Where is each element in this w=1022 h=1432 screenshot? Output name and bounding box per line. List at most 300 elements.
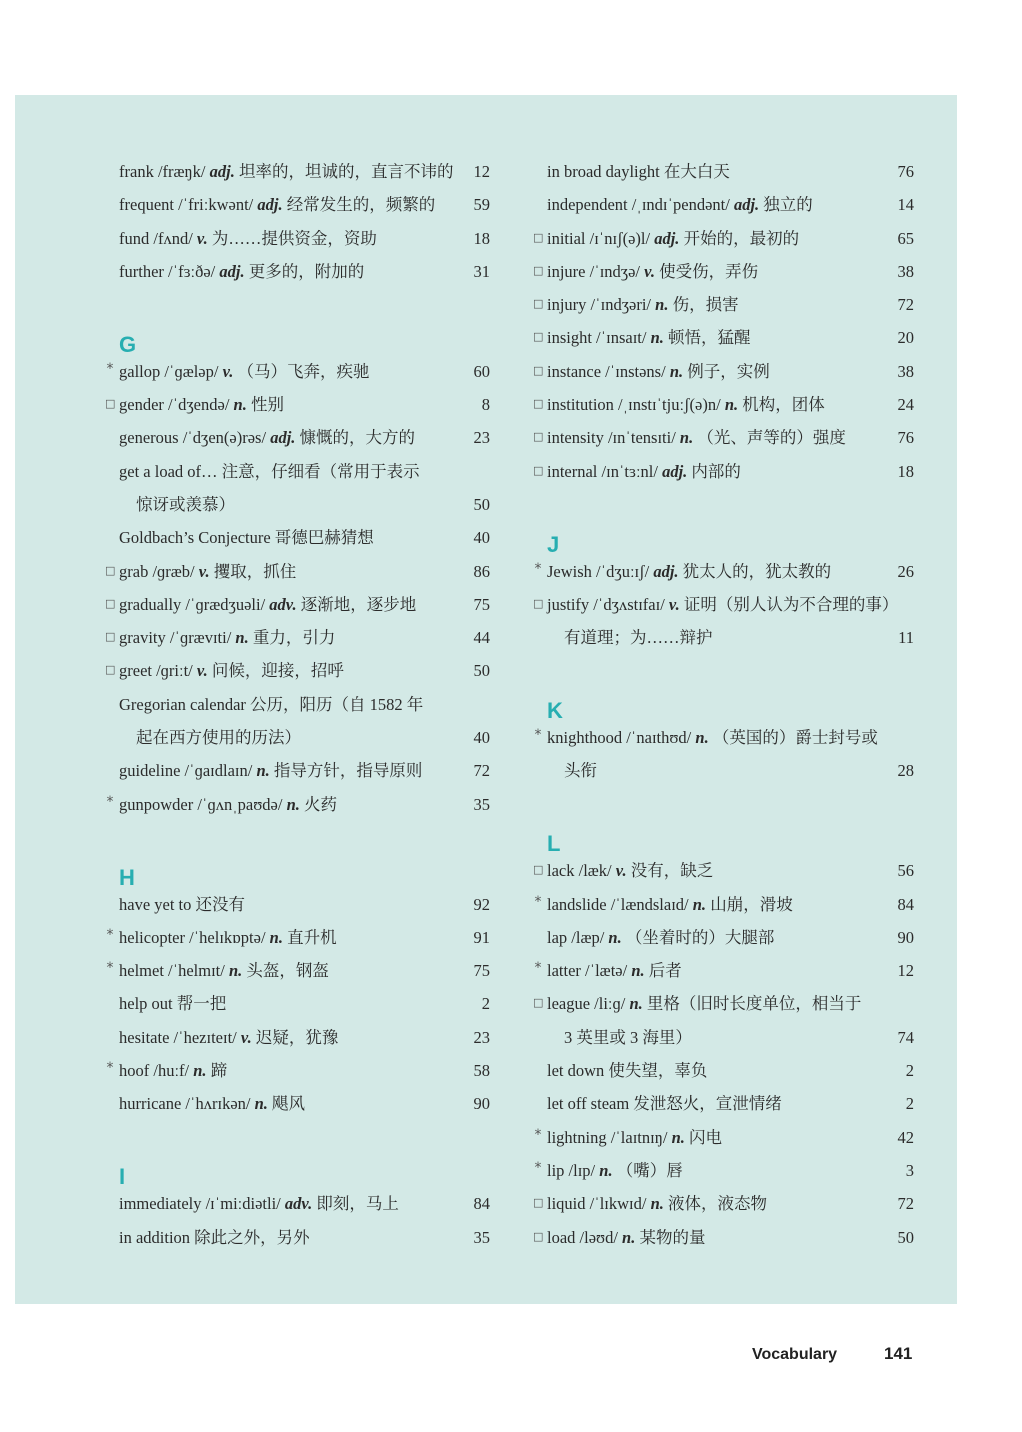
entry-page-number: 26 [897, 561, 914, 581]
entry-part-of-speech: v. [615, 861, 627, 881]
entry-text [119, 161, 453, 183]
entry-definition: 问候，迎接，招呼 [211, 661, 344, 681]
star-icon: * [534, 727, 542, 744]
vocab-entry [105, 1055, 490, 1088]
entry-part-of-speech: adv. [269, 594, 297, 614]
vocab-entry [105, 422, 490, 455]
vocab-entry [105, 156, 490, 189]
entry-definition: 内部的 [691, 461, 741, 481]
square-bullet-icon: □ [533, 363, 544, 377]
entry-word: helmet /ˈhelmɪt/ [119, 961, 225, 981]
entry-part-of-speech: v. [222, 361, 234, 381]
entry-word: let off steam [547, 1094, 630, 1114]
entry-page-number: 72 [473, 761, 490, 781]
entry-word: lip /lɪp/ [547, 1160, 596, 1180]
entry-part-of-speech: adj. [270, 428, 296, 448]
entry-word: institution /ˌɪnstɪˈtjuːʃ(ə)n/ [547, 395, 721, 415]
entry-word: frank /fræŋk/ [119, 162, 206, 181]
entry-part-of-speech: n. [631, 961, 645, 981]
entry-page-number: 35 [473, 1227, 490, 1247]
square-bullet-icon: □ [533, 430, 544, 444]
vocab-entry [533, 223, 914, 256]
vocab-entry [105, 522, 490, 555]
entry-text [119, 228, 377, 250]
entry-page-number: 35 [473, 794, 490, 814]
square-bullet-icon: □ [105, 397, 116, 411]
square-bullet-icon: □ [105, 663, 116, 677]
vocab-entry [105, 256, 490, 289]
entry-text [119, 1193, 399, 1215]
entry-page-number: 56 [897, 861, 914, 881]
entry-text [119, 760, 422, 782]
entry-part-of-speech: adj. [733, 195, 760, 215]
entry-page-number: 18 [897, 461, 914, 481]
entry-part-of-speech: adj. [654, 228, 680, 248]
square-bullet-icon: □ [533, 596, 544, 610]
vocab-entry [533, 1088, 914, 1121]
square-bullet-icon: □ [533, 263, 544, 277]
vocab-entry [533, 1188, 914, 1221]
section-letter: G [119, 331, 137, 357]
entry-page-number: 75 [473, 961, 490, 981]
entry-word: hurricane /ˈhʌrɪkən/ [119, 1094, 251, 1114]
continuation-text: 头衔 [564, 761, 597, 781]
entry-page-number: 28 [897, 761, 914, 781]
square-bullet-icon: □ [533, 230, 544, 244]
entry-part-of-speech: v. [240, 1027, 252, 1047]
entry-part-of-speech: n. [256, 761, 270, 781]
section-letter: L [547, 831, 561, 857]
square-bullet-icon: □ [105, 563, 116, 577]
entry-word: internal /ɪnˈtɜːnl/ [547, 461, 658, 481]
entry-page-number: 12 [897, 961, 914, 981]
entry-text [547, 727, 878, 749]
entry-text [119, 794, 337, 816]
entry-definition: 重力，引力 [252, 628, 336, 648]
vocab-entry [533, 322, 914, 355]
entry-definition: 头盔，钢盔 [246, 961, 329, 981]
entry-definition: 帮一把 [176, 994, 227, 1014]
vocab-entry [533, 156, 914, 189]
entry-definition: 除此之外，另外 [194, 1227, 310, 1247]
entry-text [547, 461, 741, 483]
entry-definition: 证明（别人认为不合理的事） [683, 594, 899, 614]
vocab-entry [533, 256, 914, 289]
entry-word: gunpowder /ˈɡʌnˌpaʊdə/ [119, 794, 283, 814]
entry-page-number: 20 [897, 328, 914, 348]
entry-text [547, 361, 770, 383]
continuation-text: 起在西方使用的历法） [136, 728, 301, 748]
entry-definition: （坐着时的）大腿部 [625, 927, 775, 947]
vocabulary-column-right [533, 156, 914, 1255]
entry-text [547, 594, 898, 616]
entry-page-number: 65 [897, 228, 914, 248]
entry-word: independent /ˌɪndɪˈpendənt/ [547, 195, 730, 215]
vocab-entry [533, 456, 914, 489]
entry-text [547, 1227, 705, 1249]
entry-definition: 性别 [250, 395, 284, 415]
entry-page-number: 24 [897, 395, 914, 415]
entry-page-number: 40 [473, 528, 490, 548]
entry-page-number: 74 [897, 1027, 914, 1047]
entry-definition: 在大白天 [663, 162, 730, 181]
vocab-entry [533, 389, 914, 422]
entry-continuation [533, 1022, 914, 1055]
vocab-entry [105, 922, 490, 955]
section-gap [105, 1122, 490, 1155]
entry-page-number: 84 [897, 894, 914, 914]
entry-page-number: 38 [897, 261, 914, 281]
entry-part-of-speech: n. [695, 728, 709, 748]
entry-text [547, 1127, 722, 1149]
entry-part-of-speech: v. [198, 561, 210, 581]
entry-definition: 发泄怒火，宣泄情绪 [633, 1094, 782, 1114]
entry-text [119, 261, 364, 283]
vocab-entry [533, 889, 914, 922]
entry-definition: 公历，阳历（自 1582 年 [250, 694, 424, 714]
entry-word: immediately /ɪˈmiːdiətli/ [119, 1194, 281, 1214]
entry-text [547, 1193, 767, 1215]
entry-continuation [105, 489, 490, 522]
vocab-entry [533, 289, 914, 322]
entry-definition: 伤，损害 [672, 295, 739, 315]
entry-part-of-speech: n. [692, 894, 707, 914]
entry-definition: 即刻，马上 [316, 1194, 399, 1214]
vocab-entry [533, 589, 914, 622]
vocab-entry [105, 1188, 490, 1221]
entry-text [119, 660, 344, 682]
vocab-entry [533, 1122, 914, 1155]
section-gap [533, 655, 914, 688]
entry-page-number: 2 [905, 1094, 914, 1114]
entry-word: gender /ˈdʒendə/ [119, 395, 230, 415]
entry-text [119, 694, 423, 716]
entry-page-number: 75 [473, 594, 490, 614]
entry-text [547, 1160, 683, 1182]
section-letter: H [119, 864, 135, 890]
vocab-entry [105, 1022, 490, 1055]
entry-definition: 独立的 [763, 195, 813, 215]
vocab-entry [533, 1222, 914, 1255]
entry-word: intensity /ɪnˈtensɪti/ [547, 428, 676, 448]
entry-part-of-speech: n. [650, 1194, 664, 1214]
entry-page-number: 90 [897, 927, 914, 947]
entry-word: helicopter /ˈhelɪkɒptə/ [119, 927, 266, 947]
entry-page-number: 58 [473, 1061, 490, 1081]
entry-page-number: 14 [897, 195, 914, 215]
vocab-entry [533, 422, 914, 455]
entry-definition: 直升机 [287, 927, 337, 947]
entry-page-number: 8 [481, 395, 490, 415]
section-heading [105, 322, 490, 355]
entry-text [547, 993, 861, 1015]
entry-word: Goldbach’s Conjecture [119, 528, 271, 548]
star-icon: * [534, 1126, 542, 1143]
entry-page-number: 72 [897, 295, 914, 315]
star-icon: * [534, 960, 542, 977]
entry-text [547, 194, 813, 216]
entry-word: in addition [119, 1227, 191, 1247]
vocabulary-column-left [105, 156, 490, 1255]
vocab-entry [533, 922, 914, 955]
entry-page-number: 72 [897, 1194, 914, 1214]
entry-part-of-speech: adj. [209, 162, 235, 181]
entry-word: Gregorian calendar [119, 694, 246, 714]
entry-text [547, 1093, 782, 1115]
page-number: 141 [884, 1344, 913, 1363]
entry-word: injure /ˈɪndʒə/ [547, 261, 641, 281]
vocab-entry [105, 189, 490, 222]
entry-definition: （马）飞奔，疾驰 [237, 361, 370, 381]
entry-definition: 还没有 [195, 894, 246, 914]
entry-page-number: 42 [897, 1127, 914, 1147]
entry-word: Jewish /ˈdʒuːɪʃ/ [547, 561, 650, 581]
entry-text [547, 894, 793, 916]
entry-part-of-speech: adj. [662, 461, 688, 481]
entry-word: hoof /huːf/ [119, 1061, 190, 1081]
vocab-entry [105, 223, 490, 256]
section-gap [105, 289, 490, 322]
entry-word: have yet to [119, 894, 192, 914]
section-gap [533, 789, 914, 822]
entry-word: get a load of… [119, 461, 218, 481]
entry-definition: 蹄 [210, 1061, 228, 1081]
entry-definition: 坦率的，坦诚的，直言不讳的 [238, 162, 454, 181]
vocab-entry [533, 722, 914, 755]
vocab-entry [533, 1155, 914, 1188]
entry-page-number: 91 [473, 927, 490, 947]
star-icon: * [534, 893, 542, 910]
entry-part-of-speech: n. [228, 961, 243, 981]
entry-definition: 闪电 [689, 1127, 723, 1147]
entry-definition: 使受伤，弄伤 [659, 261, 759, 281]
star-icon: * [534, 1159, 542, 1176]
entry-part-of-speech: n. [233, 395, 247, 415]
vocab-entry [105, 389, 490, 422]
entry-word: gravity /ˈɡrævɪti/ [119, 628, 232, 648]
entry-definition: 更多的，附加的 [248, 261, 365, 281]
entry-page-number: 92 [473, 894, 490, 914]
entry-part-of-speech: n. [269, 927, 283, 947]
vocab-entry [105, 789, 490, 822]
entry-text [119, 361, 370, 383]
entry-page-number: 60 [473, 361, 490, 381]
entry-text [119, 1227, 310, 1249]
entry-page-number: 3 [905, 1160, 914, 1180]
section-gap [533, 489, 914, 522]
entry-definition: 使失望，辜负 [608, 1061, 708, 1081]
entry-part-of-speech: n. [650, 328, 664, 348]
section-heading [105, 1155, 490, 1188]
entry-word: knighthood /ˈnaɪthʊd/ [547, 728, 692, 748]
entry-text [547, 261, 758, 283]
section-letter: I [119, 1164, 126, 1190]
entry-page-number: 76 [897, 162, 914, 181]
entry-text [547, 960, 682, 982]
vocab-entry [105, 456, 490, 489]
entry-text [547, 394, 825, 416]
vocab-entry [105, 755, 490, 788]
entry-page-number: 50 [473, 494, 490, 514]
vocab-entry [105, 622, 490, 655]
entry-text [547, 1060, 707, 1082]
vocab-entry [105, 356, 490, 389]
entry-text [547, 228, 799, 250]
vocab-entry [105, 988, 490, 1021]
square-bullet-icon: □ [533, 1229, 544, 1243]
entry-page-number: 50 [897, 1227, 914, 1247]
square-bullet-icon: □ [533, 1196, 544, 1210]
entry-word: further /ˈfɜːðə/ [119, 261, 216, 281]
entry-word: insight /ˈɪnsaɪt/ [547, 328, 647, 348]
entry-word: help out [119, 994, 173, 1014]
section-gap [105, 822, 490, 855]
entry-word: greet /ɡriːt/ [119, 661, 193, 681]
vocab-entry [533, 189, 914, 222]
star-icon: * [106, 1060, 114, 1077]
entry-definition: 例子，实例 [687, 361, 770, 381]
entry-definition: （光、声等的）强度 [697, 428, 846, 448]
entry-definition: （英国的）爵士封号或 [712, 728, 878, 748]
entry-part-of-speech: n. [724, 395, 739, 415]
entry-definition: 火药 [304, 794, 338, 814]
entry-definition: 没有，缺乏 [630, 861, 714, 881]
entry-text [547, 327, 751, 349]
entry-part-of-speech: adj. [257, 195, 283, 215]
entry-text [119, 194, 435, 216]
entry-part-of-speech: n. [671, 1127, 685, 1147]
entry-definition: 飓风 [272, 1094, 306, 1114]
entry-word: latter /ˈlætə/ [547, 961, 628, 981]
section-heading [533, 522, 914, 555]
square-bullet-icon: □ [105, 596, 116, 610]
star-icon: * [106, 793, 114, 810]
section-heading [533, 689, 914, 722]
entry-word: gradually /ˈɡrædʒuəli/ [119, 594, 266, 614]
vocab-entry [105, 955, 490, 988]
square-bullet-icon: □ [533, 397, 544, 411]
entry-word: grab /ɡræb/ [119, 561, 195, 581]
entry-word: justify /ˈdʒʌstɪfaɪ/ [547, 594, 665, 614]
entry-text [119, 960, 329, 982]
entry-word: let down [547, 1061, 605, 1081]
entry-part-of-speech: adj. [653, 561, 679, 581]
entry-definition: 机构，团体 [742, 395, 825, 415]
entry-definition: 指导方针，指导原则 [273, 761, 423, 781]
entry-text [119, 993, 226, 1015]
entry-part-of-speech: v. [196, 661, 208, 681]
entry-definition: 迟疑，犹豫 [255, 1027, 339, 1047]
vocab-entry [105, 1088, 490, 1121]
entry-definition: 山崩，滑坡 [710, 894, 793, 914]
entry-part-of-speech: n. [286, 794, 300, 814]
entry-part-of-speech: n. [235, 628, 249, 648]
entry-part-of-speech: n. [599, 1160, 613, 1180]
entry-continuation [105, 722, 490, 755]
entry-page-number: 76 [897, 428, 914, 448]
entry-part-of-speech: v. [644, 261, 655, 281]
entry-definition: 逐渐地，逐步地 [300, 594, 417, 614]
entry-text [547, 927, 774, 949]
square-bullet-icon: □ [533, 330, 544, 344]
entry-text [119, 1027, 338, 1049]
entry-definition: 液体，液态物 [668, 1194, 768, 1214]
entry-definition: 开始的，最初的 [683, 228, 800, 248]
entry-page-number: 18 [473, 228, 490, 248]
entry-part-of-speech: v. [196, 228, 208, 248]
star-icon: * [106, 360, 114, 377]
entry-definition: （嘴）唇 [616, 1160, 683, 1180]
entry-definition: 顿悟，猛醒 [668, 328, 751, 348]
entry-page-number: 90 [473, 1094, 490, 1114]
continuation-text: 3 英里或 3 海里） [564, 1027, 692, 1047]
entry-page-number: 84 [473, 1194, 490, 1214]
entry-word: load /ləʊd/ [547, 1227, 618, 1247]
entry-definition: 哥德巴赫猜想 [274, 528, 374, 548]
entry-text [547, 427, 846, 449]
entry-word: generous /ˈdʒen(ə)rəs/ [119, 428, 267, 448]
entry-text [547, 561, 831, 583]
entry-text [119, 927, 337, 949]
entry-continuation [533, 755, 914, 788]
entry-word: frequent /ˈfriːkwənt/ [119, 195, 254, 215]
section-letter: K [547, 698, 563, 724]
entry-definition: 攫取，抓住 [213, 561, 297, 581]
entry-text [119, 627, 335, 649]
entry-text [547, 161, 730, 183]
entry-definition: 后者 [648, 961, 682, 981]
entry-word: fund /fʌnd/ [119, 228, 193, 248]
section-heading [105, 855, 490, 888]
vocab-entry [533, 1055, 914, 1088]
square-bullet-icon: □ [533, 863, 544, 877]
entry-text [119, 594, 416, 616]
entry-word: guideline /ˈɡaɪdlaɪn/ [119, 761, 253, 781]
entry-part-of-speech: n. [629, 994, 643, 1014]
continuation-text: 惊讶或羡慕） [136, 494, 235, 514]
star-icon: * [106, 926, 114, 943]
continuation-text: 有道理；为……辩护 [564, 628, 713, 648]
entry-text [547, 860, 713, 882]
vocab-entry [105, 589, 490, 622]
entry-part-of-speech: n. [669, 361, 684, 381]
entry-definition: 犹太人的，犹太教的 [682, 561, 832, 581]
vocab-entry [533, 988, 914, 1021]
square-bullet-icon: □ [105, 630, 116, 644]
entry-part-of-speech: n. [254, 1094, 268, 1114]
entry-page-number: 23 [473, 428, 490, 448]
entry-text [119, 1060, 227, 1082]
entry-word: lightning /ˈlaɪtnɪŋ/ [547, 1127, 668, 1147]
square-bullet-icon: □ [533, 463, 544, 477]
entry-word: lap /læp/ [547, 927, 605, 947]
entry-definition: 慷慨的，大方的 [299, 428, 416, 448]
entry-text [119, 894, 245, 916]
entry-part-of-speech: n. [608, 927, 622, 947]
entry-definition: 里格（旧时长度单位，相当于 [646, 994, 862, 1014]
vocab-entry [533, 855, 914, 888]
star-icon: * [534, 560, 542, 577]
entry-word: gallop /ˈɡæləp/ [119, 361, 219, 381]
vocab-entry [533, 955, 914, 988]
entry-page-number: 12 [473, 162, 490, 181]
entry-text [119, 394, 284, 416]
entry-word: in broad daylight [547, 162, 660, 181]
entry-page-number: 44 [473, 628, 490, 648]
section-letter: J [547, 531, 560, 557]
entry-part-of-speech: n. [622, 1227, 636, 1247]
entry-word: initial /ɪˈnɪʃ(ə)l/ [547, 228, 651, 248]
